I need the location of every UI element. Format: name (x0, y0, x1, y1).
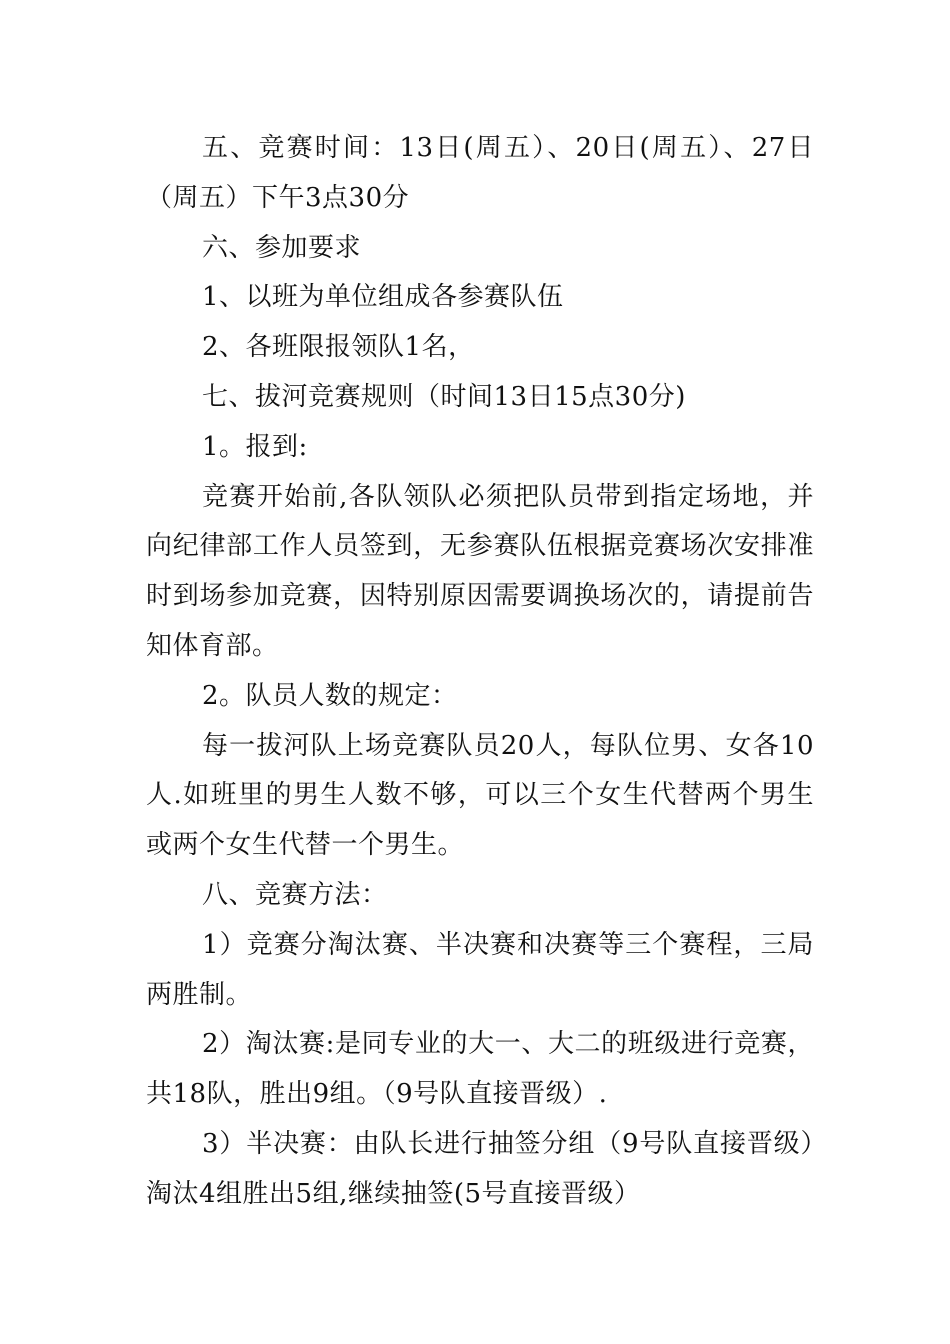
paragraph-requirement-1: 1、以班为单位组成各参赛队伍 (202, 282, 564, 313)
paragraph-method-3: 3）半决赛：由队长进行抽签分组（9号队直接晋级）淘汰4组胜出5组,继续抽签(5号直接晋级） (146, 1128, 814, 1209)
heading-rule-1-checkin: 1。报到: (202, 431, 308, 462)
paragraph-requirement-2: 2、各班限报领队1名， (202, 332, 475, 363)
heading-competition-method: 八、竞赛方法： (202, 879, 388, 910)
heading-rule-2-team-size: 2。队员人数的规定： (202, 680, 458, 711)
paragraph-method-2: 2）淘汰赛:是同专业的大一、大二的班级进行竞赛，共18队，胜出9组。（9号队直接晋级）. (146, 1029, 814, 1110)
heading-tug-of-war-rules: 七、拔河竞赛规则（时间13日15点30分) (202, 381, 686, 412)
paragraph-competition-time: 五、竞赛时间：13日(周五）、20日(周五）、27日（周五）下午3点30分 (146, 133, 814, 213)
paragraph-team-size-details: 每一拔河队上场竞赛队员20人，每队位男、女各10人.如班里的男生人数不够，可以三个女生代替两个男生或两个女生代替一个男生。 (146, 730, 814, 861)
heading-participation-requirements: 六、参加要求 (202, 232, 362, 263)
document-body (146, 124, 814, 1220)
paragraph-checkin-details: 竞赛开始前,各队领队必须把队员带到指定场地，并向纪律部工作人员签到，无参赛队伍根据竞赛场次安排准时到场参加竞赛，因特别原因需要调换场次的，请提前告知体育部。 (146, 481, 814, 661)
paragraph-method-1: 1）竞赛分淘汰赛、半决赛和决赛等三个赛程，三局两胜制。 (146, 929, 814, 1010)
